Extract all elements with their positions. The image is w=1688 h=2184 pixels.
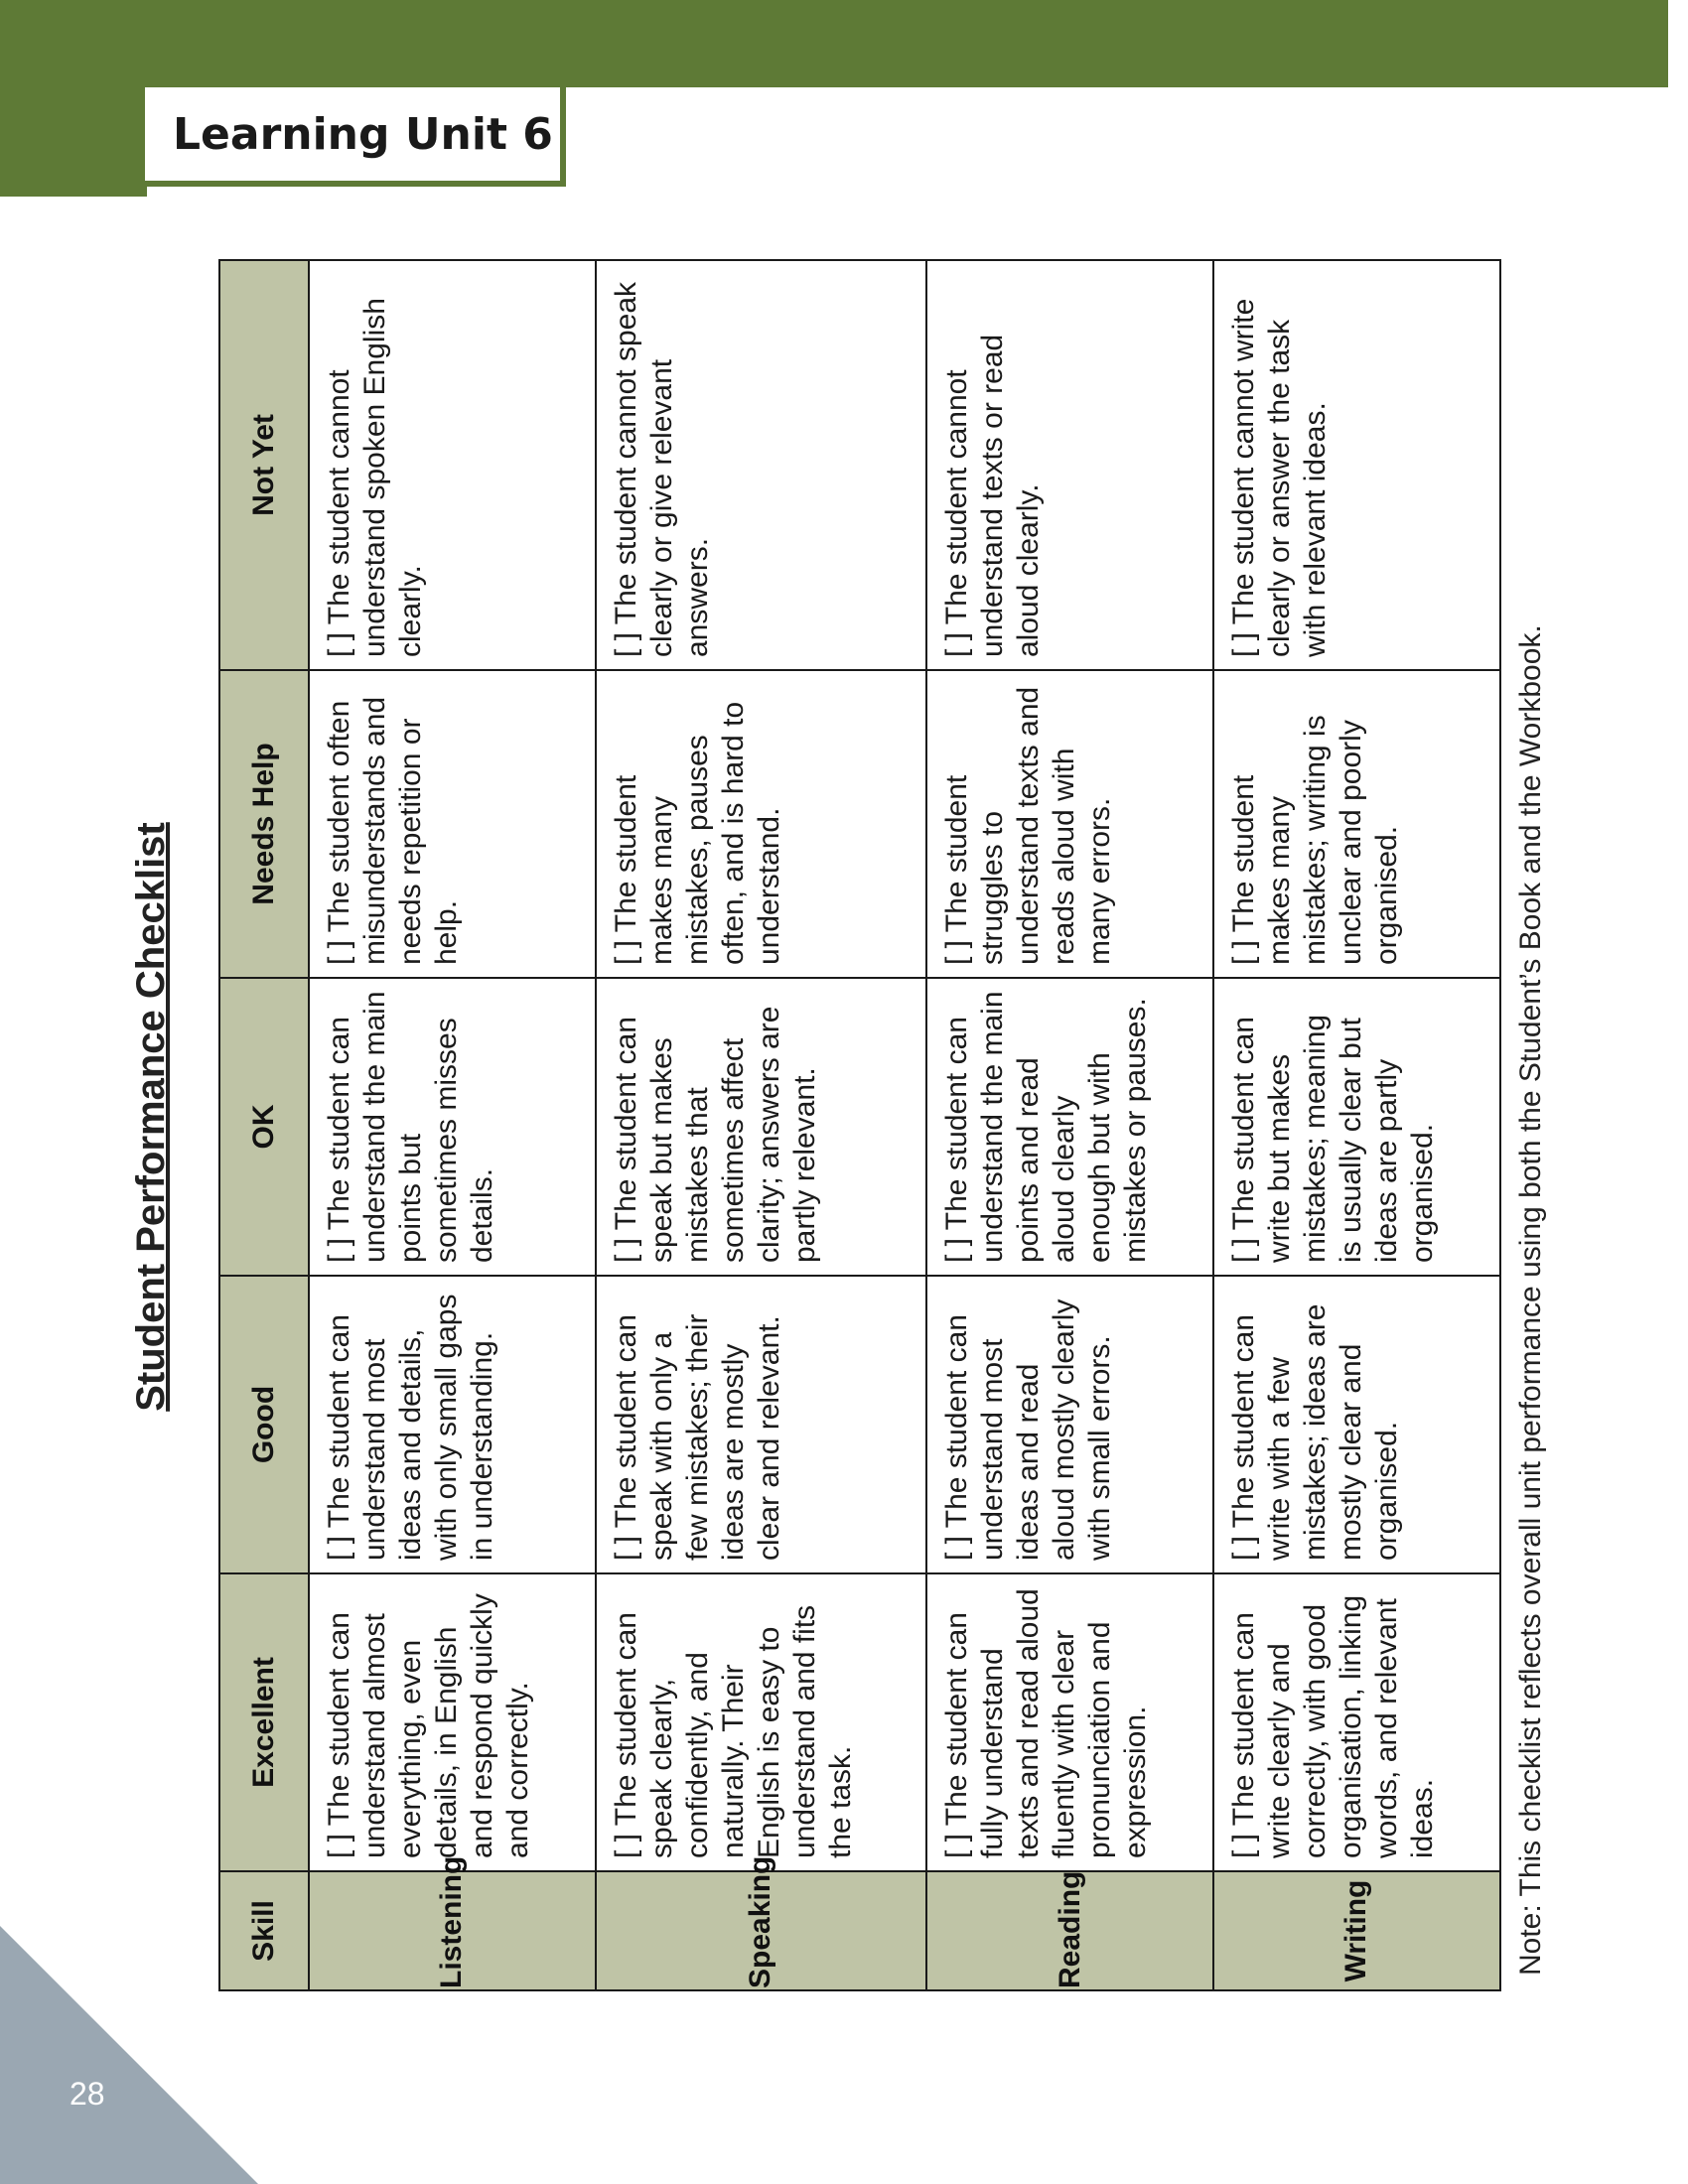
- table-row: [926, 260, 1213, 1990]
- listening-ok: [ ] The student can understand the main points but sometimes misses details.: [309, 978, 596, 1276]
- checklist-page: [129, 129, 1569, 1995]
- header-band: [0, 0, 1668, 87]
- header-row: [219, 260, 309, 1990]
- column-header-good: Good: [219, 1276, 309, 1573]
- column-header-excellent: Excellent: [219, 1573, 309, 1871]
- skill-listening: Listening: [309, 1871, 596, 1990]
- speaking-not-yet: [ ] The student cannot speak clearly or give relevant answers.: [596, 260, 926, 670]
- reading-excellent: [ ] The student can fully understand texts and read aloud fluently with clear pronunciation and expression.: [926, 1573, 1213, 1871]
- column-header-ok: OK: [219, 978, 309, 1276]
- reading-good: [ ] The student can understand most ideas and read aloud mostly clearly with small errors.: [926, 1276, 1213, 1573]
- listening-not-yet: [ ] The student cannot understand spoken English clearly.: [309, 260, 596, 670]
- skill-writing: Writing: [1213, 1871, 1500, 1990]
- speaking-needs-help: [ ] The student makes many mistakes, pauses often, and is hard to understand.: [596, 670, 926, 978]
- header-band-left: [0, 87, 147, 197]
- writing-ok: [ ] The student can write but makes mistakes; meaning is usually clear but ideas are partly organised.: [1213, 978, 1500, 1276]
- performance-table: [218, 259, 1501, 1991]
- table-row: [596, 260, 926, 1990]
- column-header-not-yet: Not Yet: [219, 260, 309, 670]
- writing-excellent: [ ] The student can write clearly and correctly, with good organisation, linking words, and relevant ideas.: [1213, 1573, 1500, 1871]
- speaking-excellent: [ ] The student can speak clearly, confidently, and naturally. Their English is easy to understand and fits the task.: [596, 1573, 926, 1871]
- reading-not-yet: [ ] The student cannot understand texts or read aloud clearly.: [926, 260, 1213, 670]
- listening-needs-help: [ ] The student often misunderstands and needs repetition or help.: [309, 670, 596, 978]
- unit-title: Learning Unit 6: [173, 109, 553, 160]
- column-header-needs-help: Needs Help: [219, 670, 309, 978]
- reading-needs-help: [ ] The student struggles to understand texts and reads aloud with many errors.: [926, 670, 1213, 978]
- checklist-note: Note: This checklist reflects overall unit performance using both the Student’s Book and the Workbook.: [1514, 624, 1547, 1976]
- skill-speaking: Speaking: [596, 1871, 926, 1990]
- writing-needs-help: [ ] The student makes many mistakes; writing is unclear and poorly organised.: [1213, 670, 1500, 978]
- speaking-ok: [ ] The student can speak but makes mistakes that sometimes affect clarity; answers are partly relevant.: [596, 978, 926, 1276]
- listening-good: [ ] The student can understand most ideas and details, with only small gaps in understanding.: [309, 1276, 596, 1573]
- writing-good: [ ] The student can write with a few mistakes; ideas are mostly clear and organised.: [1213, 1276, 1500, 1573]
- page-number: 28: [70, 2076, 105, 2112]
- reading-ok: [ ] The student can understand the main points and read aloud clearly enough but with mistakes or pauses.: [926, 978, 1213, 1276]
- skill-reading: Reading: [926, 1871, 1213, 1990]
- column-header-skill: Skill: [219, 1871, 309, 1990]
- listening-excellent: [ ] The student can understand almost everything, even details, in English and respond quickly and correctly.: [309, 1573, 596, 1871]
- table-row: [1213, 260, 1500, 1990]
- writing-not-yet: [ ] The student cannot write clearly or answer the task with relevant ideas.: [1213, 260, 1500, 670]
- checklist-title: Student Performance Checklist: [129, 822, 173, 1412]
- speaking-good: [ ] The student can speak with only a few mistakes; their ideas are mostly clear and relevant.: [596, 1276, 926, 1573]
- table-row: [309, 260, 596, 1990]
